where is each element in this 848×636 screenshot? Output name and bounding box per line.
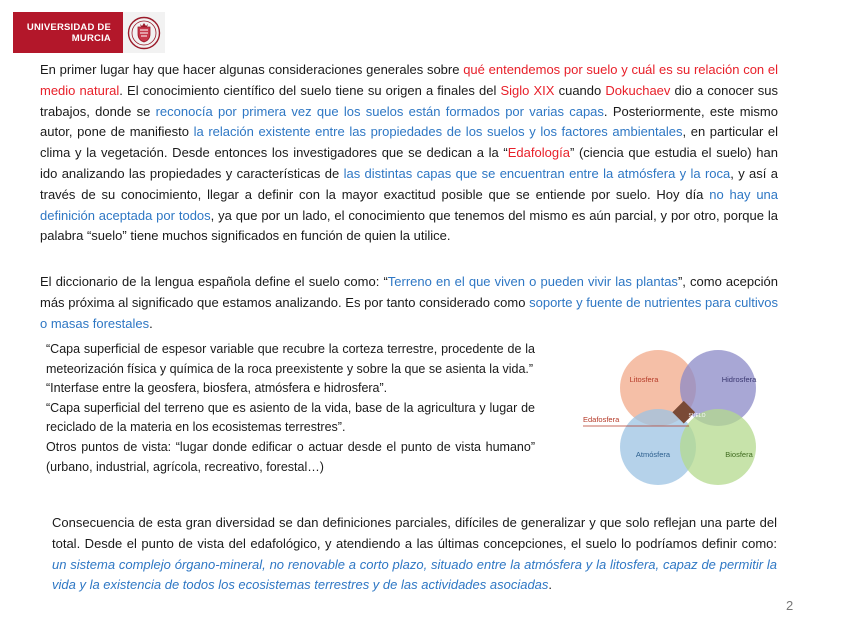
soil-venn-diagram	[580, 340, 780, 490]
text-run: .	[149, 315, 153, 331]
text-run: Dokuchaev	[605, 82, 671, 98]
definition-quote: Otros puntos de vista: “lugar donde edificar o actuar desde el punto de vista humano” (urbano, industrial, agrícola, recreativo, forestal…)	[46, 439, 535, 474]
atmosfera-label: Atmósfera	[635, 450, 671, 459]
text-run: cuando	[554, 82, 606, 98]
text-run: un sistema complejo órgano-mineral, no renovable a corto plazo, situado entre la atmósfera y la litosfera, capaz de permitir la vida y la existencia de todos los ecosistemas terrestres y de las actividades asociadas	[52, 556, 777, 593]
text-run: .	[548, 577, 553, 593]
text-run: la relación existente entre las propiedades de los suelos y los factores ambientales	[193, 124, 683, 140]
text-run: Siglo XIX	[500, 82, 555, 98]
text-run: , y así a través de su conocimiento, llegar a definir con la mayor exactitud posible que se entiende por suelo. Hoy día	[40, 165, 778, 202]
definition-quote: “Interfase entre la geosfera, biosfera, atmósfera e hidrosfera”.	[46, 381, 388, 396]
text-run: soporte y fuente de nutrientes para cultivos o masas forestales	[40, 294, 779, 331]
biosfera-circle	[680, 409, 756, 485]
definition-quote: “Capa superficial del terreno que es asiento de la vida, base de la agricultura y lugar de reciclado de la materia en los ecosistemas terrestres”.	[46, 400, 535, 435]
edafosfera-label: Edafosfera	[583, 415, 620, 424]
definition-quote: “Capa superficial de espesor variable que recubre la corteza terrestre, procedente de la meteorización física y química de la roca preexistente y sobre la que se asienta la vida.”	[46, 342, 535, 376]
text-run: dio a conocer sus trabajos, donde se	[40, 82, 778, 119]
text-run: , ya que por un lado, el conocimiento que tenemos del mismo es aún parcial, y por otro, porque la palabra “suelo” tiene muchos significados en función de quien la utilice.	[40, 207, 778, 244]
text-run: El diccionario de la lengua española define el suelo como: “	[40, 274, 388, 289]
hidrosfera-label: Hidrosfera	[721, 375, 757, 384]
text-run: , en particular el clima y la vegetación. Desde entonces los investigadores que se dedican a la “	[40, 124, 778, 161]
logo-text: UNIVERSIDAD DE MURCIA	[26, 21, 111, 44]
text-run: En primer lugar hay que hacer algunas consideraciones generales sobre	[40, 62, 464, 77]
text-run: reconocía por primera vez que los suelos están formados por varias capas	[155, 103, 604, 119]
text-run: Terreno en el que viven o pueden vivir las plantas	[387, 274, 678, 289]
suelo-label: SUELO	[688, 413, 706, 419]
text-run: Consecuencia de esta gran diversidad se dan definiciones parciales, difíciles de generalizar y que solo reflejan una parte del total. Desde el punto de vista del edafológico, y atendiendo a las últimas concepciones, el suelo lo podríamos definir como:	[52, 515, 777, 551]
text-run: . Posteriormente, este mismo autor, pone de manifiesto	[40, 103, 778, 140]
text-run: Edafología	[507, 145, 570, 161]
text-run: no hay una definición aceptada por todos	[40, 186, 779, 223]
text-run: . El conocimiento científico del suelo tiene su origen a finales del	[119, 82, 501, 98]
conclusion-paragraph	[52, 513, 777, 596]
university-seal-icon	[123, 12, 165, 53]
text-run: ”, como acepción más próxima al significado que estamos analizando. Es por tanto considerado como	[40, 274, 778, 310]
biosfera-label: Biosfera	[725, 450, 753, 459]
intro-paragraph	[40, 60, 778, 247]
university-logo	[13, 12, 165, 53]
text-run: ” (ciencia que estudia el suelo) han ido analizando las propiedades y características de	[40, 145, 778, 181]
litosfera-label: Litosfera	[629, 375, 659, 384]
page-number: 2	[786, 598, 794, 613]
text-run: las distintas capas que se encuentran entre la atmósfera y la roca	[343, 165, 731, 181]
dictionary-paragraph	[40, 272, 778, 334]
text-run: qué entendemos por suelo y cuál es su relación con el medio natural	[40, 62, 779, 98]
definitions-list	[46, 340, 535, 477]
